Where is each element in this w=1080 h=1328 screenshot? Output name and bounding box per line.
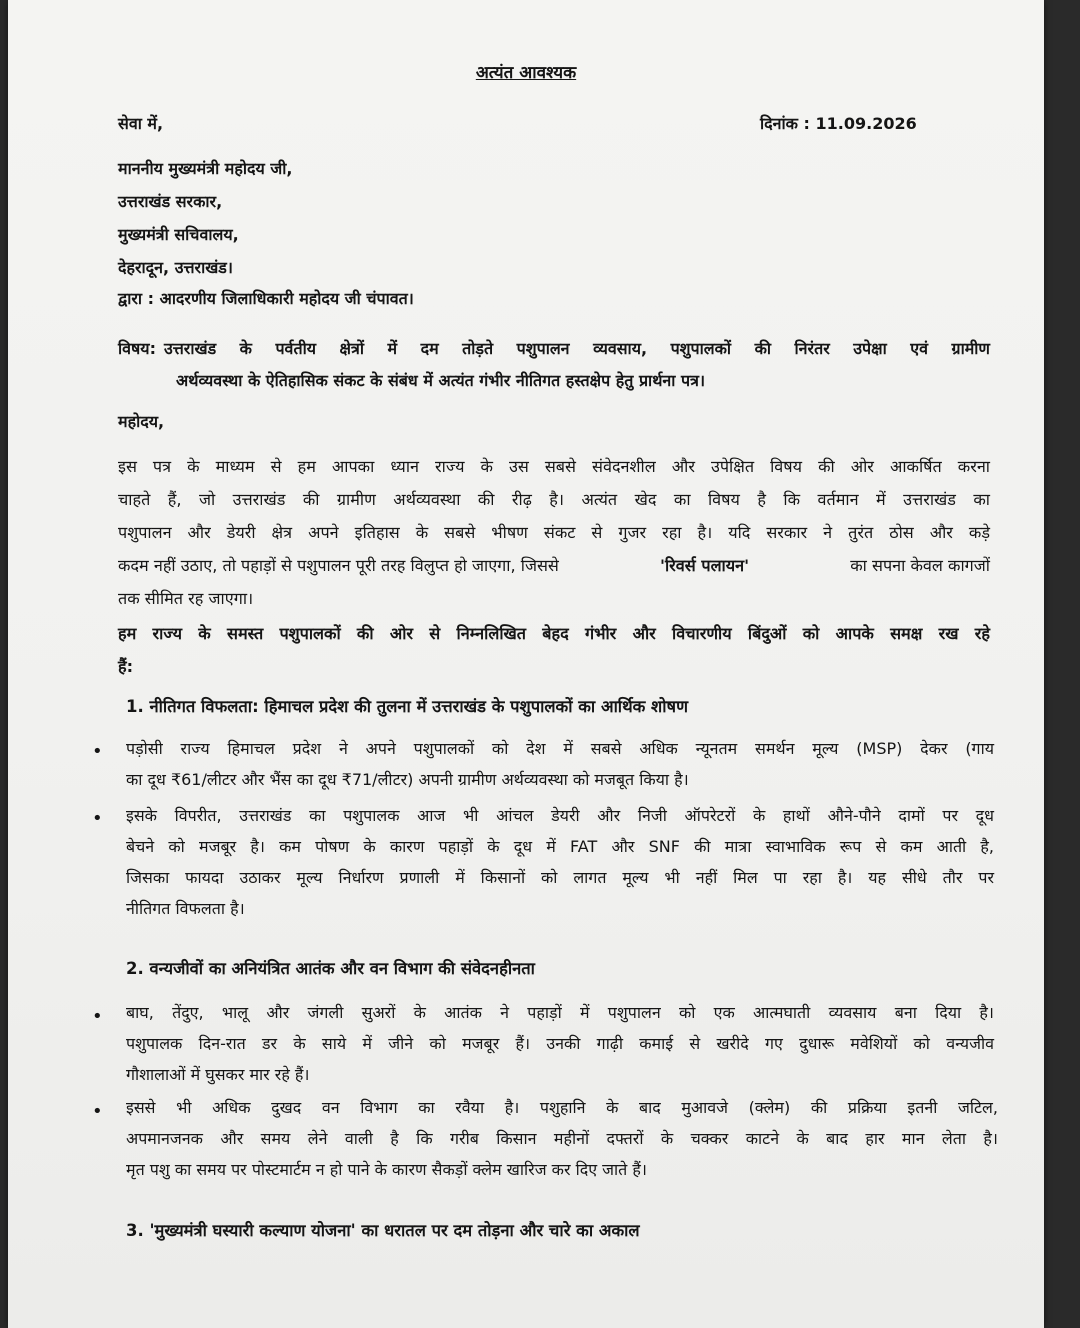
subject-label: विषय: — [118, 339, 156, 358]
para-line: इस पत्र के माध्यम से हम आपका ध्यान राज्य के उस सबसे संवेदनशील और उपेक्षित विषय की ओर आकर्षित करना — [118, 457, 990, 476]
greeting: महोदय, — [118, 412, 165, 431]
bullet-line: पशुपालक दिन-रात डर के साये में जीने को मजबूर हैं। उनकी गाढ़ी कमाई से खरीदे गए दुधारू मवेशियों को वन्यजीव — [126, 1034, 994, 1053]
bullet-item — [126, 997, 994, 1090]
bullet-line: अपमानजनक और समय लेने वाली है कि गरीब किसान महीनों दफ्तरों के चक्कर काटने के बाद हार मान लेता है। — [126, 1129, 998, 1148]
section-heading: 1. नीतिगत विफलता: हिमाचल प्रदेश की तुलना में उत्तराखंड के पशुपालकों का आर्थिक शोषण — [126, 697, 688, 716]
bullet-line: नीतिगत विफलता है। — [126, 899, 245, 918]
para-line: का सपना केवल कागजों — [850, 556, 990, 575]
address-line: देहरादून, उत्तराखंड। — [118, 258, 233, 277]
salutation-to: सेवा में, — [118, 114, 164, 133]
para-line: हैं: — [118, 657, 134, 676]
date-field — [760, 112, 917, 134]
bullet-line: बेचने को मजबूर है। कम पोषण के कारण पहाड़ों के दूध में FAT और SNF की मात्रा स्वाभाविक रूप से कम आती है, — [126, 837, 994, 856]
bullet-icon: • — [92, 741, 103, 762]
address-line: उत्तराखंड सरकार, — [118, 192, 223, 211]
section-heading: 2. वन्यजीवों का अनियंत्रित आतंक और वन विभाग की संवेदनहीनता — [126, 959, 535, 978]
points-intro — [118, 617, 990, 683]
address-line: माननीय मुख्यमंत्री महोदय जी, — [118, 159, 293, 178]
through-line: द्वारा : आदरणीय जिलाधिकारी महोदय जी चंपावत। — [118, 289, 414, 308]
bullet-line: का दूध ₹61/लीटर और भैंस का दूध ₹71/लीटर) अपनी ग्रामीण अर्थव्यवस्था को मजबूत किया है। — [126, 770, 689, 789]
bullet-item — [126, 733, 994, 795]
para-line: हम राज्य के समस्त पशुपालकों की ओर से निम्नलिखित बेहद गंभीर और विचारणीय बिंदुओं को आपके समक्ष रख रहे — [118, 624, 990, 643]
bullet-item — [126, 1092, 998, 1185]
bullet-line: गौशालाओं में घुसकर मार रहे हैं। — [126, 1065, 310, 1084]
section-heading: 3. 'मुख्यमंत्री घस्यारी कल्याण योजना' का धरातल पर दम तोड़ना और चारे का अकाल — [126, 1221, 640, 1240]
date-label: दिनांक : — [760, 114, 810, 133]
para-line: पशुपालन और डेयरी क्षेत्र अपने इतिहास के सबसे भीषण संकट से गुजर रहा है। यदि सरकार ने तुरंत ठोस और कड़े — [118, 523, 990, 542]
para-line: चाहते हैं, जो उत्तराखंड की ग्रामीण अर्थव्यवस्था की रीढ़ है। अत्यंत खेद का विषय है कि वर्तमान में उत्तराखंड का — [118, 490, 990, 509]
bullet-line: जिसका फायदा उठाकर मूल्य निर्धारण प्रणाली में किसानों को लागत मूल्य भी नहीं मिल पा रहा है। यह सीधे तौर पर — [126, 868, 994, 887]
highlight-term: 'रिवर्स पलायन' — [660, 556, 750, 575]
bullet-line: इससे भी अधिक दुखद वन विभाग का रवैया है। पशुहानि के बाद मुआवजे (क्लेम) की प्रक्रिया इतनी जटिल, — [126, 1098, 998, 1117]
subject-line: उत्तराखंड के पर्वतीय क्षेत्रों में दम तोड़ते पशुपालन व्यवसाय, पशुपालकों की निरंतर उपेक्षा एवं ग्रामीण — [163, 339, 990, 358]
recipient-address — [118, 152, 292, 284]
subject-block — [118, 333, 990, 397]
bullet-icon: • — [92, 808, 103, 829]
letter-page — [8, 0, 1044, 1328]
bullet-line: बाघ, तेंदुए, भालू और जंगली सुअरों के आतंक ने पहाड़ों में पशुपालन को एक आत्मघाती व्यवसाय बना दिया है। — [126, 1003, 994, 1022]
bullet-line: इसके विपरीत, उत्तराखंड का पशुपालक आज भी आंचल डेयरी और निजी ऑपरेटरों के हाथों औने-पौने दामों पर दूध — [126, 806, 994, 825]
date-value: 11.09.2026 — [815, 114, 917, 133]
para-line: कदम नहीं उठाए, तो पहाड़ों से पशुपालन पूरी तरह विलुप्त हो जाएगा, जिससे — [118, 556, 559, 575]
address-line: मुख्यमंत्री सचिवालय, — [118, 225, 239, 244]
intro-paragraph — [118, 450, 990, 615]
bullet-icon: • — [92, 1006, 103, 1027]
subject-line: अर्थव्यवस्था के ऐतिहासिक संकट के संबंध में अत्यंत गंभीर नीतिगत हस्तक्षेप हेतु प्रार्थना पत्र। — [176, 371, 706, 390]
para-line: तक सीमित रह जाएगा। — [118, 589, 254, 608]
bullet-line: पड़ोसी राज्य हिमाचल प्रदेश ने अपने पशुपालकों को देश में सबसे अधिक न्यूनतम समर्थन मूल्य (MSP) देकर (गाय — [126, 739, 994, 758]
document-title: अत्यंत आवश्यक — [475, 63, 577, 83]
bullet-icon: • — [92, 1101, 103, 1122]
bullet-line: मृत पशु का समय पर पोस्टमार्टम न हो पाने के कारण सैकड़ों क्लेम खारिज कर दिए जाते हैं। — [126, 1160, 647, 1179]
bullet-item — [126, 800, 994, 924]
